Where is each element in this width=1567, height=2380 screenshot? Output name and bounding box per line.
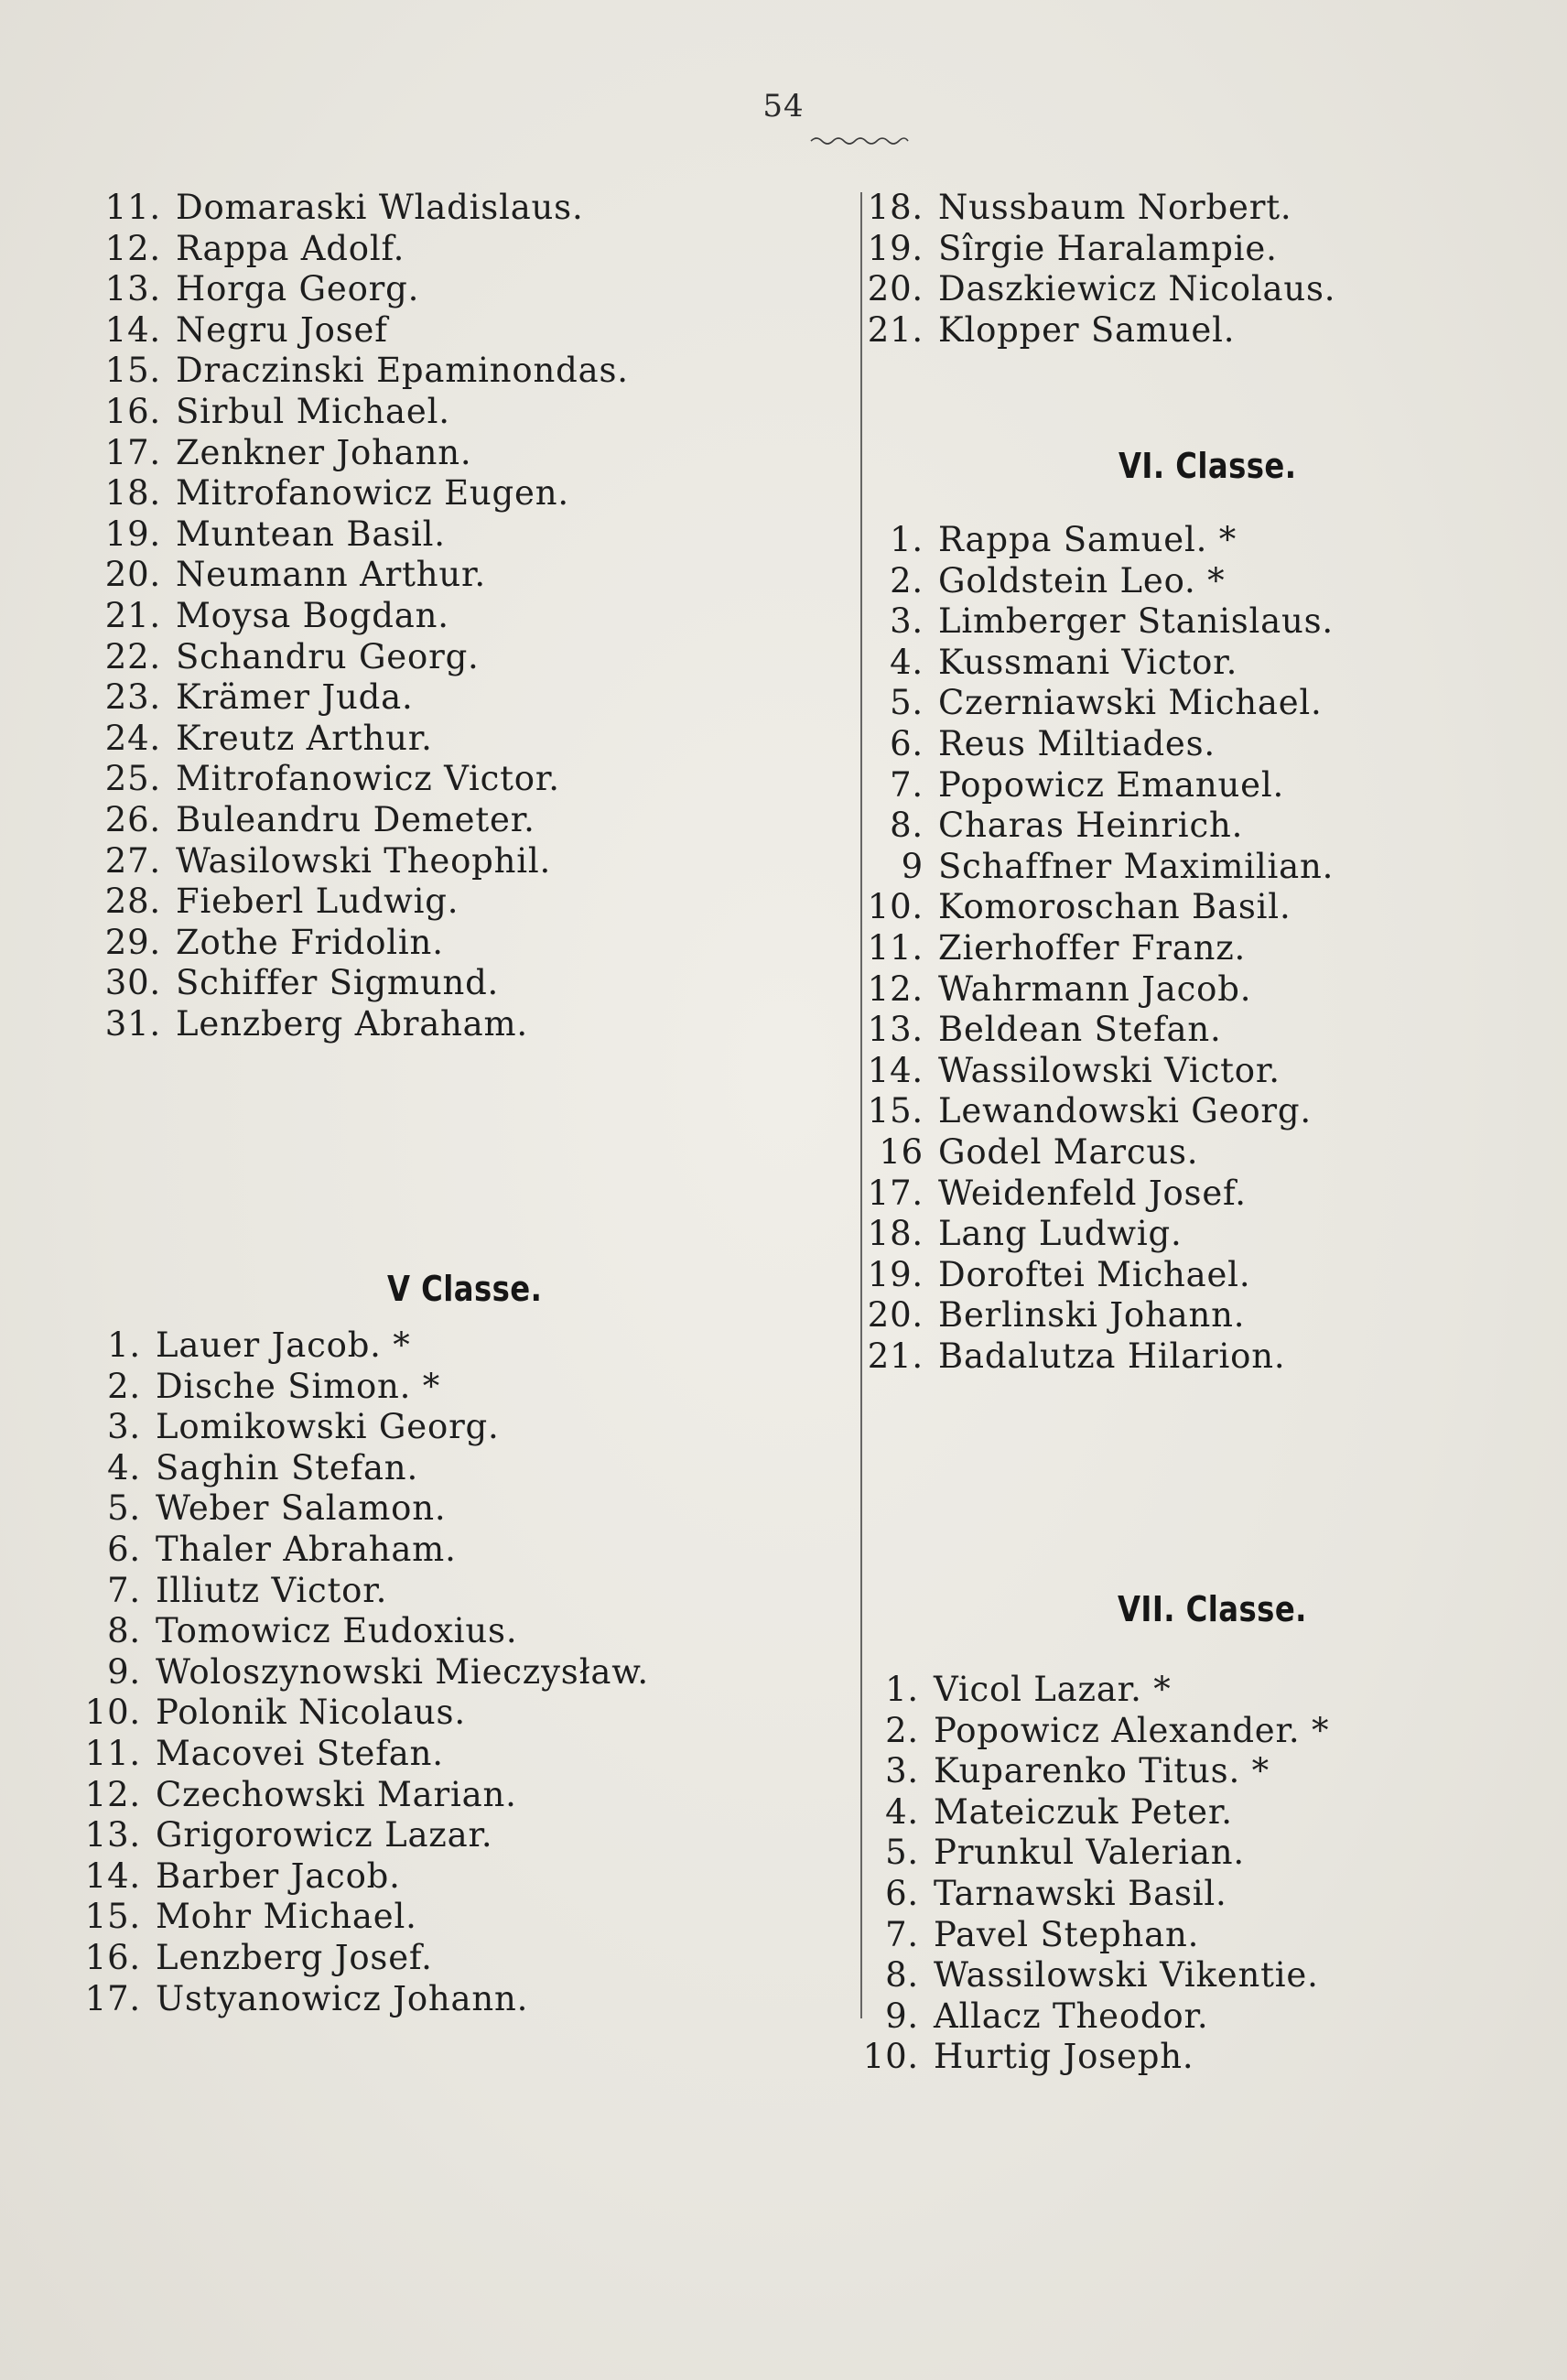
class-v-student-entry <box>92 1530 649 1571</box>
student-entry <box>92 1004 629 1045</box>
entry-number: 30. <box>104 963 161 1003</box>
entry-name: Czechowski Marian. <box>156 1774 517 1814</box>
entry-name: Polonik Nicolaus. <box>156 1693 466 1733</box>
entry-number: 19. <box>104 514 161 554</box>
entry-name: Allacz Theodor. <box>934 1996 1209 2036</box>
entry-number: 21. <box>867 309 924 350</box>
entry-name: Nussbaum Norbert. <box>938 188 1292 227</box>
student-entry <box>92 841 629 882</box>
entry-name: Popowicz Alexander. * <box>934 1710 1330 1750</box>
entry-number: 7. <box>885 1914 919 1954</box>
entry-number: 15. <box>104 351 161 391</box>
class-vi-student-entry <box>851 1010 1334 1051</box>
entry-name: Daszkiewicz Nicolaus. <box>938 269 1336 309</box>
entry-number: 24. <box>104 718 161 758</box>
entry-number: 6. <box>107 1529 141 1569</box>
student-entry <box>851 188 1335 229</box>
entry-name: Horga Georg. <box>176 269 420 309</box>
class-vi-list <box>851 520 1334 1377</box>
entry-number: 26. <box>104 799 161 839</box>
class-vi-student-entry <box>851 1174 1334 1215</box>
class-v-student-entry <box>92 1367 649 1408</box>
class-v-student-entry <box>92 1407 649 1448</box>
entry-name: Weidenfeld Josef. <box>938 1173 1247 1213</box>
student-entry <box>92 800 629 841</box>
entry-number: 11. <box>84 1733 141 1773</box>
class-vi-student-entry <box>851 1051 1334 1092</box>
class-vii-student-entry <box>851 1915 1329 1956</box>
entry-name: Limberger Stanislaus. <box>938 601 1334 642</box>
class-v-student-entry <box>92 1652 649 1693</box>
entry-number: 13. <box>867 1010 924 1050</box>
class-vi-student-entry <box>851 928 1334 969</box>
entry-number: 18. <box>867 1214 924 1254</box>
entry-number: 23. <box>104 677 161 718</box>
entry-name: Saghin Stefan. <box>156 1447 419 1488</box>
student-entry <box>92 555 629 596</box>
class-v-student-entry <box>92 1571 649 1612</box>
entry-name: Wassilowski Vikentie. <box>934 1955 1319 1996</box>
entry-number: 14. <box>867 1050 924 1090</box>
class-v-list <box>84 1325 649 2019</box>
entry-number: 20. <box>867 269 924 309</box>
entry-name: Berlinski Johann. <box>938 1295 1246 1336</box>
entry-name: Woloszynowski Mieczysław. <box>156 1651 649 1692</box>
entry-number: 6. <box>885 1873 919 1913</box>
right-continued-list <box>851 188 1335 351</box>
entry-name: Vicol Lazar. * <box>934 1670 1172 1709</box>
entry-number: 13. <box>84 1815 141 1855</box>
page-number: 54 <box>762 88 805 124</box>
entry-name: Mitrofanowicz Eugen. <box>176 473 569 514</box>
class-vi-student-entry <box>851 601 1334 643</box>
class-vii-student-entry <box>851 1751 1329 1792</box>
entry-name: Krämer Juda. <box>176 677 414 718</box>
entry-number: 17. <box>867 1173 924 1213</box>
entry-name: Schaffner Maximilian. <box>938 846 1335 886</box>
class-v-student-entry <box>92 1448 649 1489</box>
student-entry <box>851 269 1335 310</box>
class-vi-student-entry <box>851 643 1334 684</box>
entry-number: 14. <box>84 1855 141 1896</box>
student-entry <box>92 759 629 800</box>
entry-number: 7. <box>890 764 924 805</box>
student-entry <box>92 882 629 923</box>
entry-name: Barber Jacob. <box>156 1855 401 1896</box>
entry-number: 9. <box>107 1651 141 1692</box>
entry-name: Kreutz Arthur. <box>176 718 433 758</box>
entry-name: Charas Heinrich. <box>938 806 1244 846</box>
entry-name: Dische Simon. * <box>156 1366 441 1406</box>
entry-number: 19. <box>867 228 924 268</box>
class-v-student-entry <box>84 1978 649 2020</box>
class-v-student-entry <box>84 1937 649 1979</box>
class-vi-heading: VI. Classe. <box>1119 446 1297 486</box>
entry-number: 17. <box>84 1978 141 2018</box>
class-v-student-entry <box>84 1774 649 1816</box>
student-entry <box>851 229 1335 270</box>
entry-name: Badalutza Hilarion. <box>938 1336 1286 1376</box>
entry-number: 12. <box>104 228 161 268</box>
entry-name: Rappa Samuel. * <box>938 520 1237 559</box>
entry-number: 10. <box>862 2037 919 2077</box>
class-v-student-entry <box>92 1325 649 1367</box>
entry-number: 4. <box>890 642 924 682</box>
class-v-student-entry <box>84 1855 649 1898</box>
class-v-student-entry <box>92 1488 649 1530</box>
entry-name: Zothe Fridolin. <box>176 922 444 962</box>
entry-number: 4. <box>885 1791 919 1832</box>
entry-number: 18. <box>867 188 924 227</box>
entry-name: Thaler Abraham. <box>156 1529 457 1569</box>
entry-number: 10. <box>867 887 924 927</box>
entry-name: Draczinski Epaminondas. <box>176 351 629 391</box>
entry-number: 3. <box>890 601 924 642</box>
student-entry <box>92 188 629 229</box>
entry-number: 1. <box>107 1325 141 1365</box>
entry-name: Zierhoffer Franz. <box>938 927 1247 968</box>
entry-name: Kuparenko Titus. * <box>934 1751 1270 1791</box>
entry-number: 9 <box>901 846 924 886</box>
entry-number: 5. <box>890 683 924 723</box>
entry-number: 2. <box>107 1366 141 1406</box>
entry-number: 17. <box>104 432 161 472</box>
entry-name: Zenkner Johann. <box>176 432 472 472</box>
entry-number: 21. <box>867 1336 924 1376</box>
entry-name: Wasilowski Theophil. <box>176 840 552 881</box>
entry-number: 28. <box>104 882 161 922</box>
entry-number: 19. <box>867 1254 924 1294</box>
class-v-student-entry <box>84 1815 649 1856</box>
class-vi-student-entry <box>851 1255 1334 1296</box>
class-vi-student-entry <box>851 1295 1334 1336</box>
entry-name: Grigorowicz Lazar. <box>156 1815 493 1855</box>
entry-number: 1. <box>890 520 924 559</box>
entry-number: 5. <box>107 1488 141 1529</box>
entry-name: Buleandru Demeter. <box>176 799 535 839</box>
entry-name: Wassilowski Victor. <box>938 1050 1281 1090</box>
entry-name: Illiutz Victor. <box>156 1570 388 1610</box>
entry-number: 21. <box>104 595 161 635</box>
entry-name: Doroftei Michael. <box>938 1254 1251 1294</box>
entry-name: Neumann Arthur. <box>176 555 486 595</box>
entry-name: Lenzberg Abraham. <box>176 1003 528 1044</box>
entry-number: 20. <box>867 1295 924 1336</box>
class-vii-student-entry <box>851 1792 1329 1834</box>
entry-name: Moysa Bogdan. <box>176 595 449 635</box>
entry-name: Schandru Georg. <box>176 636 480 676</box>
entry-name: Sîrgie Haralampie. <box>938 228 1278 268</box>
entry-name: Negru Josef <box>176 309 388 350</box>
entry-number: 11. <box>104 188 161 227</box>
class-vi-student-entry <box>851 724 1334 765</box>
entry-number: 11. <box>867 927 924 968</box>
entry-name: Tarnawski Basil. <box>934 1873 1227 1913</box>
class-vi-student-entry <box>851 561 1334 602</box>
entry-number: 1. <box>885 1670 919 1709</box>
student-entry <box>92 433 629 474</box>
entry-number: 3. <box>107 1407 141 1447</box>
class-vi-student-entry <box>851 1336 1334 1378</box>
class-v-student-entry <box>84 1693 649 1734</box>
entry-number: 25. <box>104 759 161 799</box>
entry-name: Godel Marcus. <box>938 1131 1199 1172</box>
entry-name: Lenzberg Josef. <box>156 1937 433 1977</box>
entry-number: 22. <box>104 636 161 676</box>
entry-name: Schiffer Sigmund. <box>176 963 500 1003</box>
entry-name: Wahrmann Jacob. <box>938 968 1252 1009</box>
class-vii-student-entry <box>851 1874 1329 1915</box>
entry-number: 2. <box>885 1710 919 1750</box>
entry-number: 10. <box>84 1693 141 1733</box>
class-vi-student-entry <box>851 1132 1334 1174</box>
entry-number: 12. <box>84 1774 141 1814</box>
entry-number: 8. <box>890 806 924 846</box>
class-v-student-entry <box>92 1611 649 1652</box>
entry-name: Domaraski Wladislaus. <box>176 188 584 227</box>
student-entry <box>92 392 629 433</box>
entry-name: Lauer Jacob. * <box>156 1325 411 1365</box>
entry-name: Sirbul Michael. <box>176 391 450 431</box>
entry-number: 8. <box>885 1955 919 1996</box>
student-entry <box>92 351 629 392</box>
class-vii-heading: VII. Classe. <box>1118 1589 1307 1629</box>
entry-name: Lang Ludwig. <box>938 1214 1183 1254</box>
student-entry <box>92 596 629 637</box>
entry-number: 16. <box>84 1937 141 1977</box>
class-vi-student-entry <box>851 806 1334 847</box>
class-vii-student-entry <box>851 1833 1329 1874</box>
class-vi-student-entry <box>851 683 1334 724</box>
entry-number: 14. <box>104 309 161 350</box>
student-entry <box>92 310 629 352</box>
class-vi-student-entry <box>851 847 1334 888</box>
entry-name: Mohr Michael. <box>156 1897 417 1937</box>
entry-name: Mateiczuk Peter. <box>934 1791 1233 1832</box>
class-v-student-entry <box>84 1733 649 1775</box>
entry-name: Mitrofanowicz Victor. <box>176 759 560 799</box>
class-vi-student-entry <box>851 520 1334 561</box>
entry-number: 16 <box>879 1131 924 1172</box>
entry-number: 15. <box>867 1091 924 1131</box>
entry-name: Goldstein Leo. * <box>938 560 1226 600</box>
entry-number: 29. <box>104 922 161 962</box>
student-entry <box>92 923 629 964</box>
entry-name: Komoroschan Basil. <box>938 887 1291 927</box>
class-vi-student-entry <box>851 1214 1334 1255</box>
entry-number: 18. <box>104 473 161 514</box>
student-entry <box>92 514 629 556</box>
entry-name: Muntean Basil. <box>176 514 446 554</box>
entry-number: 27. <box>104 840 161 881</box>
class-vi-student-entry <box>851 765 1334 806</box>
entry-name: Popowicz Emanuel. <box>938 764 1285 805</box>
entry-name: Czerniawski Michael. <box>938 683 1323 723</box>
entry-number: 7. <box>107 1570 141 1610</box>
class-vi-student-entry <box>851 1091 1334 1132</box>
class-vii-list <box>851 1670 1329 2078</box>
student-entry <box>92 719 629 760</box>
entry-number: 6. <box>890 723 924 763</box>
class-vii-student-entry <box>851 1955 1329 1996</box>
entry-name: Pavel Stephan. <box>934 1914 1200 1954</box>
entry-number: 9. <box>885 1996 919 2036</box>
entry-name: Fieberl Ludwig. <box>176 882 459 922</box>
entry-name: Lewandowski Georg. <box>938 1091 1312 1131</box>
class-vii-student-entry <box>851 1711 1329 1752</box>
entry-number: 20. <box>104 555 161 595</box>
entry-number: 8. <box>107 1611 141 1651</box>
student-entry <box>92 963 629 1004</box>
left-continued-list <box>92 188 629 1044</box>
class-v-heading: V Classe. <box>387 1269 543 1309</box>
entry-number: 15. <box>84 1897 141 1937</box>
class-vii-student-entry <box>851 2037 1329 2078</box>
student-entry <box>92 269 629 310</box>
student-entry <box>92 473 629 514</box>
entry-name: Kussmani Victor. <box>938 642 1238 682</box>
entry-number: 5. <box>885 1833 919 1873</box>
entry-name: Hurtig Joseph. <box>934 2037 1194 2077</box>
class-v-student-entry <box>84 1897 649 1938</box>
entry-name: Prunkul Valerian. <box>934 1833 1245 1873</box>
entry-name: Klopper Samuel. <box>938 309 1236 350</box>
entry-name: Weber Salamon. <box>156 1488 447 1529</box>
class-vi-student-entry <box>851 969 1334 1011</box>
student-entry <box>92 677 629 719</box>
entry-name: Macovei Stefan. <box>156 1733 444 1773</box>
entry-number: 13. <box>104 269 161 309</box>
entry-number: 3. <box>885 1751 919 1791</box>
entry-name: Rappa Adolf. <box>176 228 405 268</box>
entry-name: Reus Miltiades. <box>938 723 1216 763</box>
entry-name: Ustyanowicz Johann. <box>156 1978 529 2018</box>
class-vii-student-entry <box>851 1670 1329 1711</box>
entry-name: Beldean Stefan. <box>938 1010 1222 1050</box>
student-entry <box>92 637 629 678</box>
class-vii-student-entry <box>851 1996 1329 2038</box>
entry-number: 12. <box>867 968 924 1009</box>
page-number-ornament <box>809 134 910 148</box>
student-entry <box>851 310 1335 352</box>
entry-name: Lomikowski Georg. <box>156 1407 500 1447</box>
entry-number: 2. <box>890 560 924 600</box>
entry-number: 16. <box>104 391 161 431</box>
class-vi-student-entry <box>851 887 1334 928</box>
student-entry <box>92 229 629 270</box>
entry-name: Tomowicz Eudoxius. <box>156 1611 518 1651</box>
entry-number: 31. <box>104 1003 161 1044</box>
entry-number: 4. <box>107 1447 141 1488</box>
